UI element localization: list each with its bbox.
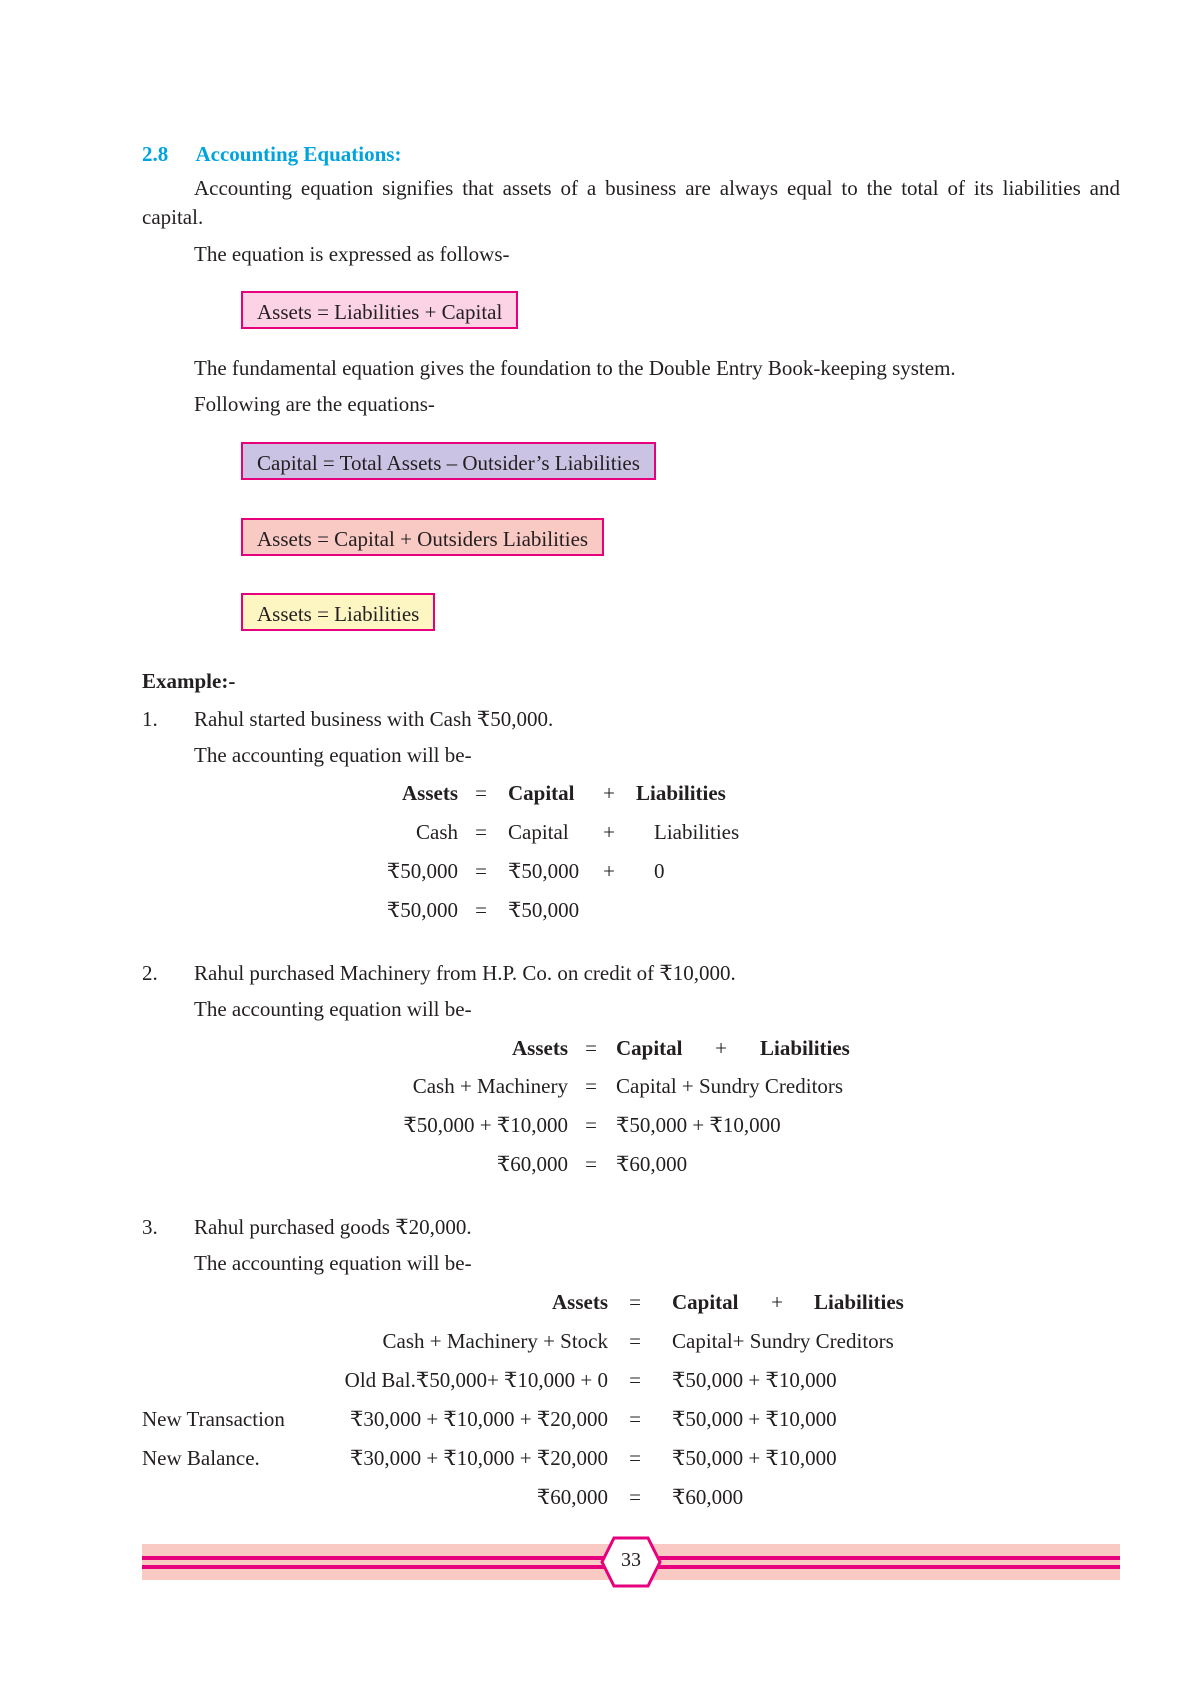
ex2-h-c2: Capital (616, 1036, 683, 1060)
example-2-title: Rahul purchased Machinery from H.P. Co. on credit of ₹10,000. (194, 961, 736, 985)
ex3-r1-eq: = (629, 1368, 641, 1392)
example-3-title: Rahul purchased goods ₹20,000. (194, 1215, 472, 1239)
example-label: Example:- (142, 669, 236, 693)
ex2-r2-right: ₹60,000 (616, 1152, 688, 1176)
ex2-h-c3: + (715, 1036, 727, 1060)
ex3-r2-mid: ₹30,000 + ₹10,000 + ₹20,000 (349, 1407, 608, 1431)
ex1-r3-c1: = (475, 898, 487, 922)
ex1-r1-c1: = (475, 820, 487, 844)
ex3-r1-mid: Old Bal.₹50,000+ ₹10,000 + 0 (344, 1368, 608, 1392)
ex1-r3-c2: ₹50,000 (508, 898, 580, 922)
ex3-r3-right: ₹50,000 + ₹10,000 (672, 1446, 837, 1470)
section-heading (142, 142, 401, 167)
ex1-r0-c4: Liabilities (636, 781, 726, 805)
ex1-r0-c0: Assets (402, 781, 458, 805)
following-line: Following are the equations- (194, 392, 435, 416)
ex1-r2-c1: = (475, 859, 487, 883)
ex3-r0-mid: Cash + Machinery + Stock (382, 1329, 608, 1353)
ex3-r2-eq: = (629, 1407, 641, 1431)
ex1-r0-c2: Capital (508, 781, 575, 805)
ex2-h-c1: = (585, 1036, 597, 1060)
ex3-r1-right: ₹50,000 + ₹10,000 (672, 1368, 837, 1392)
ex1-r3-c0: ₹50,000 (386, 898, 458, 922)
example-3-number: 3. (142, 1215, 158, 1239)
example-1-will-be: The accounting equation will be- (194, 743, 472, 767)
ex2-r2-eq: = (585, 1152, 597, 1176)
ex3-h-c4: Liabilities (814, 1290, 904, 1314)
expressed-line: The equation is expressed as follows- (194, 242, 510, 266)
ex1-r1-c4: Liabilities (654, 820, 740, 844)
example-2-number: 2. (142, 961, 158, 985)
ex3-r3-label: New Balance. (142, 1446, 260, 1470)
ex2-r0-right: Capital + Sundry Creditors (616, 1074, 844, 1098)
fundamental-line: The fundamental equation gives the foundation to the Double Entry Book-keeping system. (194, 356, 956, 380)
ex3-r2-right: ₹50,000 + ₹10,000 (672, 1407, 837, 1431)
ex1-r0-c1: = (475, 781, 487, 805)
example-1-title: Rahul started business with Cash ₹50,000. (194, 707, 554, 731)
example-3-will-be: The accounting equation will be- (194, 1251, 472, 1275)
section-title: Accounting Equations: (195, 142, 402, 166)
ex2-r1-eq: = (585, 1113, 597, 1137)
equation-box-assets-outsiders: Assets = Capital + Outsiders Liabilities (241, 518, 604, 556)
ex2-r1-left: ₹50,000 + ₹10,000 (403, 1113, 568, 1137)
equation-box-capital: Capital = Total Assets – Outsider’s Liabilities (241, 442, 656, 480)
ex1-r0-c3: + (603, 781, 615, 805)
ex1-r2-c3: + (603, 859, 615, 883)
ex1-r1-c0: Cash (416, 820, 458, 844)
ex3-h-c2: Capital (672, 1290, 739, 1314)
ex3-r4-eq: = (629, 1485, 641, 1509)
ex2-r0-eq: = (585, 1074, 597, 1098)
intro-paragraph: Accounting equation signifies that assets of a business are always equal to the total of its liabilities and capital. (142, 176, 1120, 229)
section-number: 2.8 (142, 142, 169, 166)
ex3-h-c0: Assets (552, 1290, 608, 1314)
example-1-number: 1. (142, 707, 158, 731)
ex3-r2-label: New Transaction (142, 1407, 285, 1431)
ex2-h-c0: Assets (512, 1036, 568, 1060)
ex3-r3-mid: ₹30,000 + ₹10,000 + ₹20,000 (349, 1446, 608, 1470)
ex3-r3-eq: = (629, 1446, 641, 1470)
ex2-r2-left: ₹60,000 (496, 1152, 568, 1176)
example-2-will-be: The accounting equation will be- (194, 997, 472, 1021)
ex1-r2-c2: ₹50,000 (508, 859, 580, 883)
ex3-h-c1: = (629, 1290, 641, 1314)
ex2-r0-left: Cash + Machinery (412, 1074, 568, 1098)
basic-equation-box: Assets = Liabilities + Capital (241, 291, 518, 329)
ex3-r4-mid: ₹60,000 (536, 1485, 608, 1509)
ex2-r1-right: ₹50,000 + ₹10,000 (616, 1113, 781, 1137)
equation-box-assets-liabilities: Assets = Liabilities (241, 593, 435, 631)
ex3-r0-eq: = (629, 1329, 641, 1353)
ex2-h-c4: Liabilities (760, 1036, 850, 1060)
ex3-h-c3: + (771, 1290, 783, 1314)
ex1-r2-c0: ₹50,000 (386, 859, 458, 883)
ex1-r1-c3: + (603, 820, 615, 844)
ex3-r0-right: Capital+ Sundry Creditors (672, 1329, 894, 1353)
page-number: 33 (621, 1549, 641, 1571)
ex1-r2-c4: 0 (654, 859, 665, 883)
ex3-r4-right: ₹60,000 (672, 1485, 744, 1509)
ex1-r1-c2: Capital (508, 820, 569, 844)
